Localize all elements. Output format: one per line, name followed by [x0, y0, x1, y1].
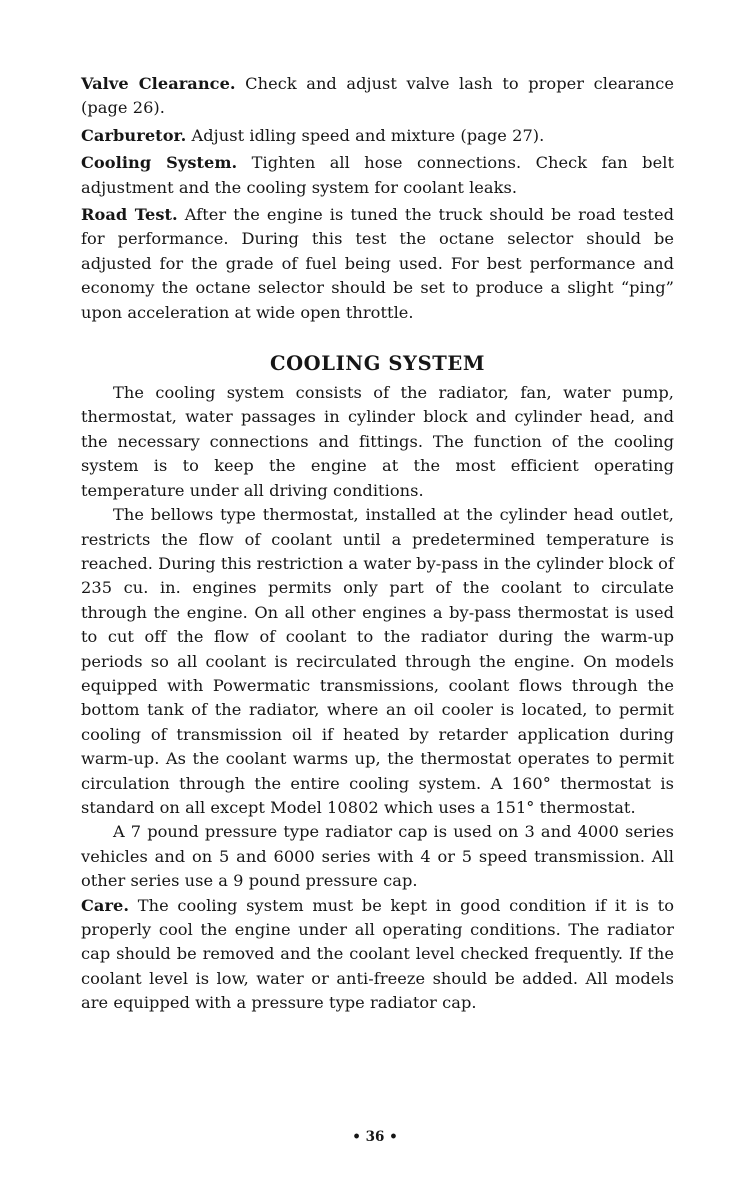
lead-care: Care. — [81, 895, 130, 915]
paragraph-valve-clearance — [81, 72, 674, 121]
text-carburetor: Adjust idling speed and mixture (page 27). — [191, 125, 545, 145]
section-heading: COOLING SYSTEM — [269, 352, 486, 376]
paragraph-radiator-cap: A 7 pound pressure type radiator cap is used on 3 and 4000 series vehicles and on 5 and 6000 series with 4 or 5 speed transmission. All other series use a 9 pound pressure cap. — [81, 822, 674, 891]
text-cooling-system: Tighten all hose connections. Check fan belt adjustment and the cooling system for coolant leaks. — [81, 153, 675, 197]
paragraph-road-test — [81, 203, 674, 325]
page-content — [81, 72, 674, 1016]
text-road-test: After the engine is tuned the truck should be road tested for performance. During this test the octane selector should be adjusted for the grade of fuel being used. For best performance and economy the octane selector should be set to produce a slight “ping” upon acceleration at wide open throttle. — [81, 205, 674, 322]
text-valve-clearance: Check and adjust valve lash to proper clearance (page 26). — [81, 74, 674, 118]
lead-carburetor: Carburetor. — [81, 125, 187, 145]
paragraph-cooling-intro: The cooling system consists of the radiator, fan, water pump, thermostat, water passages in cylinder block and cylinder head, and the necessary connections and fittings. The function of the cooling system is to keep the engine at the most efficient operating temperature under all driving conditions. — [81, 383, 674, 500]
text-care: The cooling system must be kept in good condition if it is to properly cool the engine under all operating conditions. The radiator cap should be removed and the coolant level checked frequently. If the coolant level is low, water or anti-freeze should be added. All models are equipped with a pressure type radiator cap. — [81, 895, 674, 1013]
paragraph-thermostat: The bellows type thermostat, installed at the cylinder head outlet, restricts the flow of coolant until a predetermined temperature is reached. During this restriction a water by-pass in the cylinder block of 235 cu. in. engines permits only part of the coolant to circulate through the engine. On all other engines a by-pass thermostat is used to cut off the flow of coolant to the radiator during the warm-up periods so all coolant is recirculated through the engine. On models equipped with Powermatic transmissions, coolant flows through the bottom tank of the radiator, where an oil cooler is located, to permit cooling of transmission oil if heated by retarder application during warm-up. As the coolant warms up, the thermostat operates to permit circulation through the entire cooling system. A 160° thermostat is standard on all except Model 10802 which uses a 151° thermostat. — [81, 505, 674, 817]
lead-road-test: Road Test. — [81, 205, 178, 225]
lead-valve-clearance: Valve Clearance. — [81, 74, 236, 93]
paragraph-care — [81, 894, 674, 1016]
page-number: • 36 • — [352, 1129, 398, 1145]
paragraph-cooling-system — [81, 151, 674, 200]
paragraph-carburetor — [81, 124, 674, 148]
lead-cooling-system: Cooling System. — [81, 153, 238, 173]
